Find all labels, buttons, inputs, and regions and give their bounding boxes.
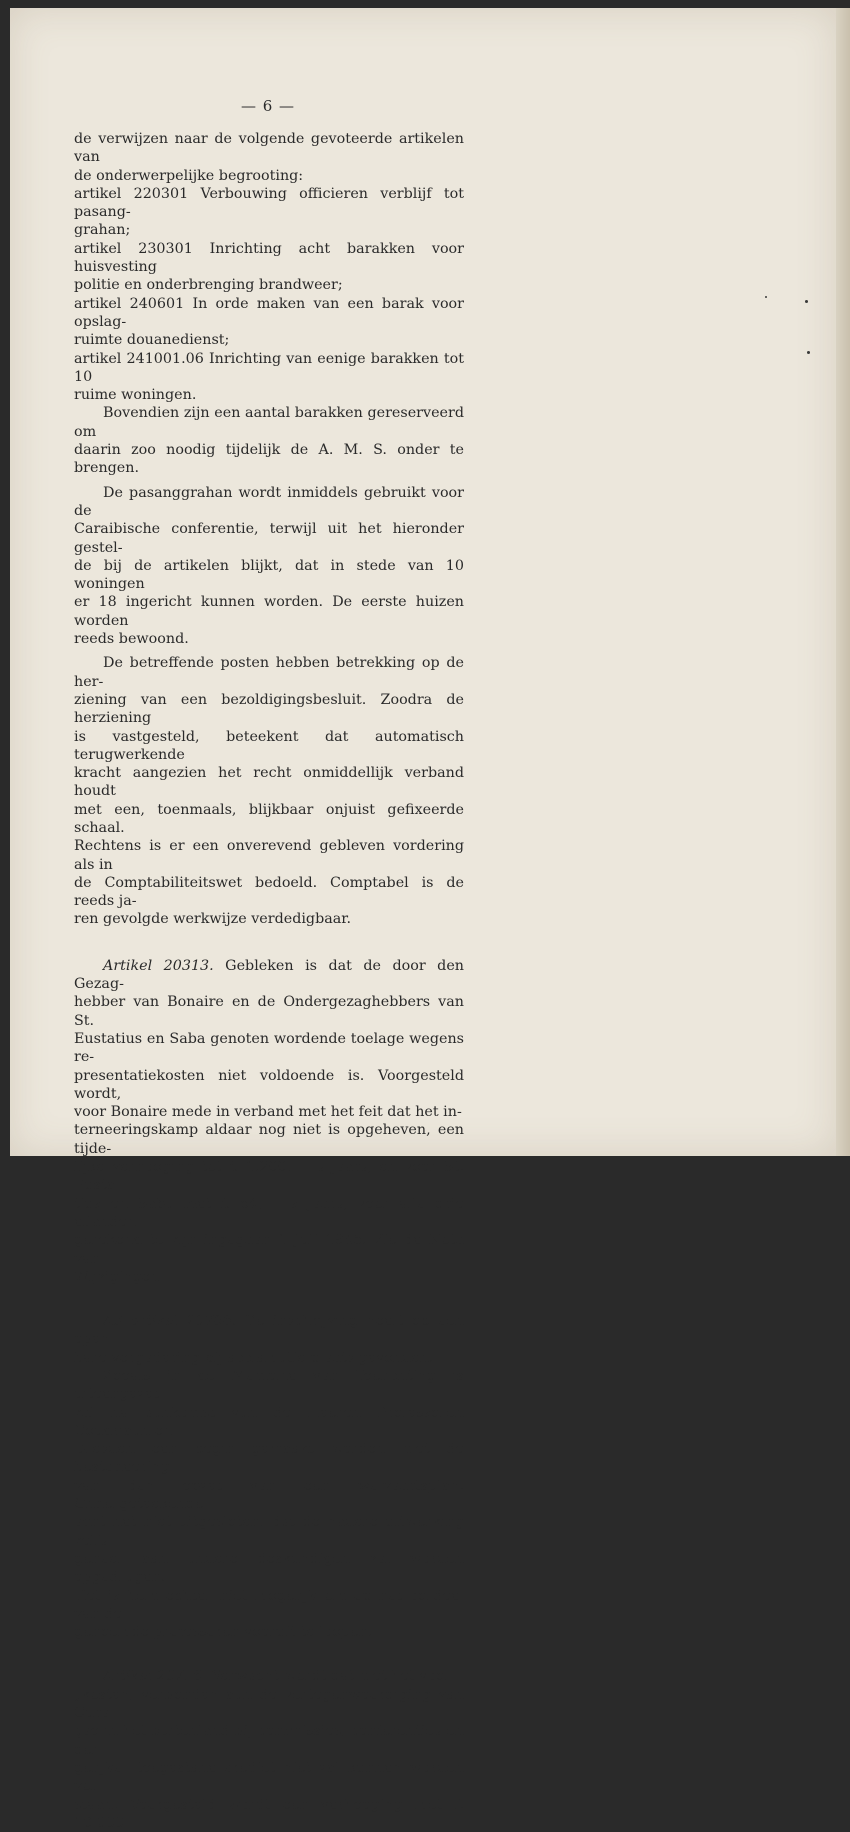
text-line: kracht aangezien het recht onmiddellijk verband houdt: [74, 765, 464, 800]
text-line: Rechtens is er een onverevend gebleven vordering als in: [74, 838, 464, 873]
text-line: hebber van Bonaire en de Ondergezaghebbers van St.: [74, 994, 464, 1029]
section-artikel-20716: [74, 1667, 464, 1832]
section-artikel-20313: [74, 957, 464, 1286]
text-line: acht het niet uitgesloten, dat de nadere uitwerking zelfs: [74, 1514, 464, 1549]
section-heading: Artikel 20313.: [103, 957, 214, 974]
text-line: lijke verhooging tot f. 1.200,— 's jaars, en voor St. Eusta-: [74, 1159, 464, 1194]
text-line: staan. Voorgesteld wordt een verhooging met f. 10.000,—: [74, 1796, 464, 1831]
text-line: Bovendien zijn een aantal barakken gereserveerd om: [74, 405, 464, 440]
text-line: artikel 220301 Verbouwing officieren verblijf tot pasang-: [74, 185, 464, 221]
text-line: politie en onderbrenging brandweer;: [74, 277, 343, 294]
section-heading: Ad artikel 20706.: [103, 1313, 237, 1330]
section-ad-artikel-20706: [74, 1312, 464, 1367]
text-line: De inschrijving heeft op een open-: [74, 1313, 464, 1348]
text-line: Caraibische conferentie, terwijl uit het hieronder gestel-: [74, 521, 464, 556]
paragraph-pasanggrahan: [74, 484, 464, 649]
text-line: met een, toenmaals, blijkbaar onjuist gefixeerde schaal.: [74, 801, 464, 836]
text-line: Eustatius en Saba genoten wordende toelage wegens re-: [74, 1030, 464, 1066]
text-line: artikel 241001.06 Inrichting van eenige barakken tot 10: [74, 350, 464, 385]
text-line: de bij de artikelen blijkt, dat in stede van 10 woningen: [74, 557, 464, 593]
text-line: de onderwerpelijke begrooting:: [74, 167, 304, 184]
text-line: Verwacht wordt dat met het voor: [206, 1668, 452, 1685]
document-body: [74, 130, 464, 1832]
text-line: terneeringskamp aldaar nog niet is opgeheven, een tijde-: [74, 1122, 464, 1157]
text-line: geheel aan andere deskundigen zal worden opgedragen.: [74, 1550, 464, 1586]
text-line: grahan;: [74, 222, 131, 239]
text-line: tius en Saba met f. 84,— 's jaars, voor alle drie eilanden: [74, 1195, 464, 1230]
paper-speck: [765, 296, 767, 298]
text-line: er 18 ingericht kunnen worden. De eerste huizen worden: [74, 594, 464, 629]
page-edge: [836, 8, 850, 1156]
text-line: ziening van een bezoldigingsbesluit. Zoodra de herziening: [74, 691, 464, 727]
text-line: de Comptabiliteitswet bedoeld. Comptabel is de reeds ja-: [74, 874, 464, 910]
text-line: zal na aankomst van de Heeren Professoren Goudriaan en: [74, 1404, 464, 1439]
text-line: „kosten, verbonden aan de vertegenwoordiging van Cura-: [74, 1686, 464, 1722]
text-line: voor Bonaire mede in verband met het feit dat het in-: [74, 1104, 462, 1121]
text-line: bare vergadering bij acclamatie plaats gevonden.: [74, 1349, 434, 1366]
text-line: reeds bewoond.: [74, 631, 189, 648]
section-heading: Artikel 20716.: [103, 1668, 207, 1685]
text-line: çao in het buitenland bij commissies, conferenties en der-: [74, 1723, 464, 1758]
text-line: genoemde professoren vooruit te loopen.: [74, 1624, 373, 1641]
paragraph-welvaartsplan: [74, 1367, 464, 1641]
text-line: gelijke" toegestane crediet niet zal kunnen worden vol-: [74, 1759, 464, 1795]
text-line: De pasanggrahan wordt inmiddels gebruikt voor de: [74, 484, 464, 519]
text-line: is vastgesteld, beteekent dat automatisch terugwerkende: [74, 728, 464, 763]
text-line: gerekend te zijn ingegaan 1 Juli 1946. Zie de Nota van: [74, 1232, 464, 1267]
text-line: de verwijzen naar de volgende gevoteerde artikelen van: [74, 131, 464, 166]
text-line: Gebleken is dat de door den Gezag-: [74, 957, 464, 993]
paragraph-reserved-barracks: [74, 404, 464, 477]
text-line: daarin zoo noodig tijdelijk de A. M. S. onder te brengen.: [74, 442, 464, 477]
text-line: Zooals in de Memorie van Toelichting is uiteengezet: [74, 1368, 464, 1403]
text-line: Wijzigingen.: [74, 1268, 164, 1285]
text-line: presentatiekosten niet voldoende is. Voorgesteld wordt,: [74, 1067, 464, 1102]
text-line: ruimte douanedienst;: [74, 332, 230, 349]
paper-speck: [805, 300, 808, 303]
text-line: Dresden een begin gemaakt worden met de bestudeering: [74, 1441, 464, 1476]
paragraph-posts: [74, 654, 464, 928]
text-line: De betreffende posten hebben betrekking op de her-: [74, 655, 464, 690]
paper-speck: [807, 351, 810, 354]
text-line: artikel 240601 In orde maken van een barak voor opslag-: [74, 295, 464, 330]
text-line: ren gevolgde werkwijze verdedigbaar.: [74, 911, 352, 928]
text-line: artikel 230301 Inrichting acht barakken voor huisvesting: [74, 240, 464, 276]
text-line: Het is hem echter niet mogelijk om op het oordeel van de: [74, 1587, 464, 1622]
page-number: — 6 —: [240, 97, 296, 115]
text-line: van den opzet van een welvaartsplan. Ondergeteekende: [74, 1477, 464, 1513]
paragraph-article-list: [74, 130, 464, 404]
text-line: ruime woningen.: [74, 387, 197, 404]
